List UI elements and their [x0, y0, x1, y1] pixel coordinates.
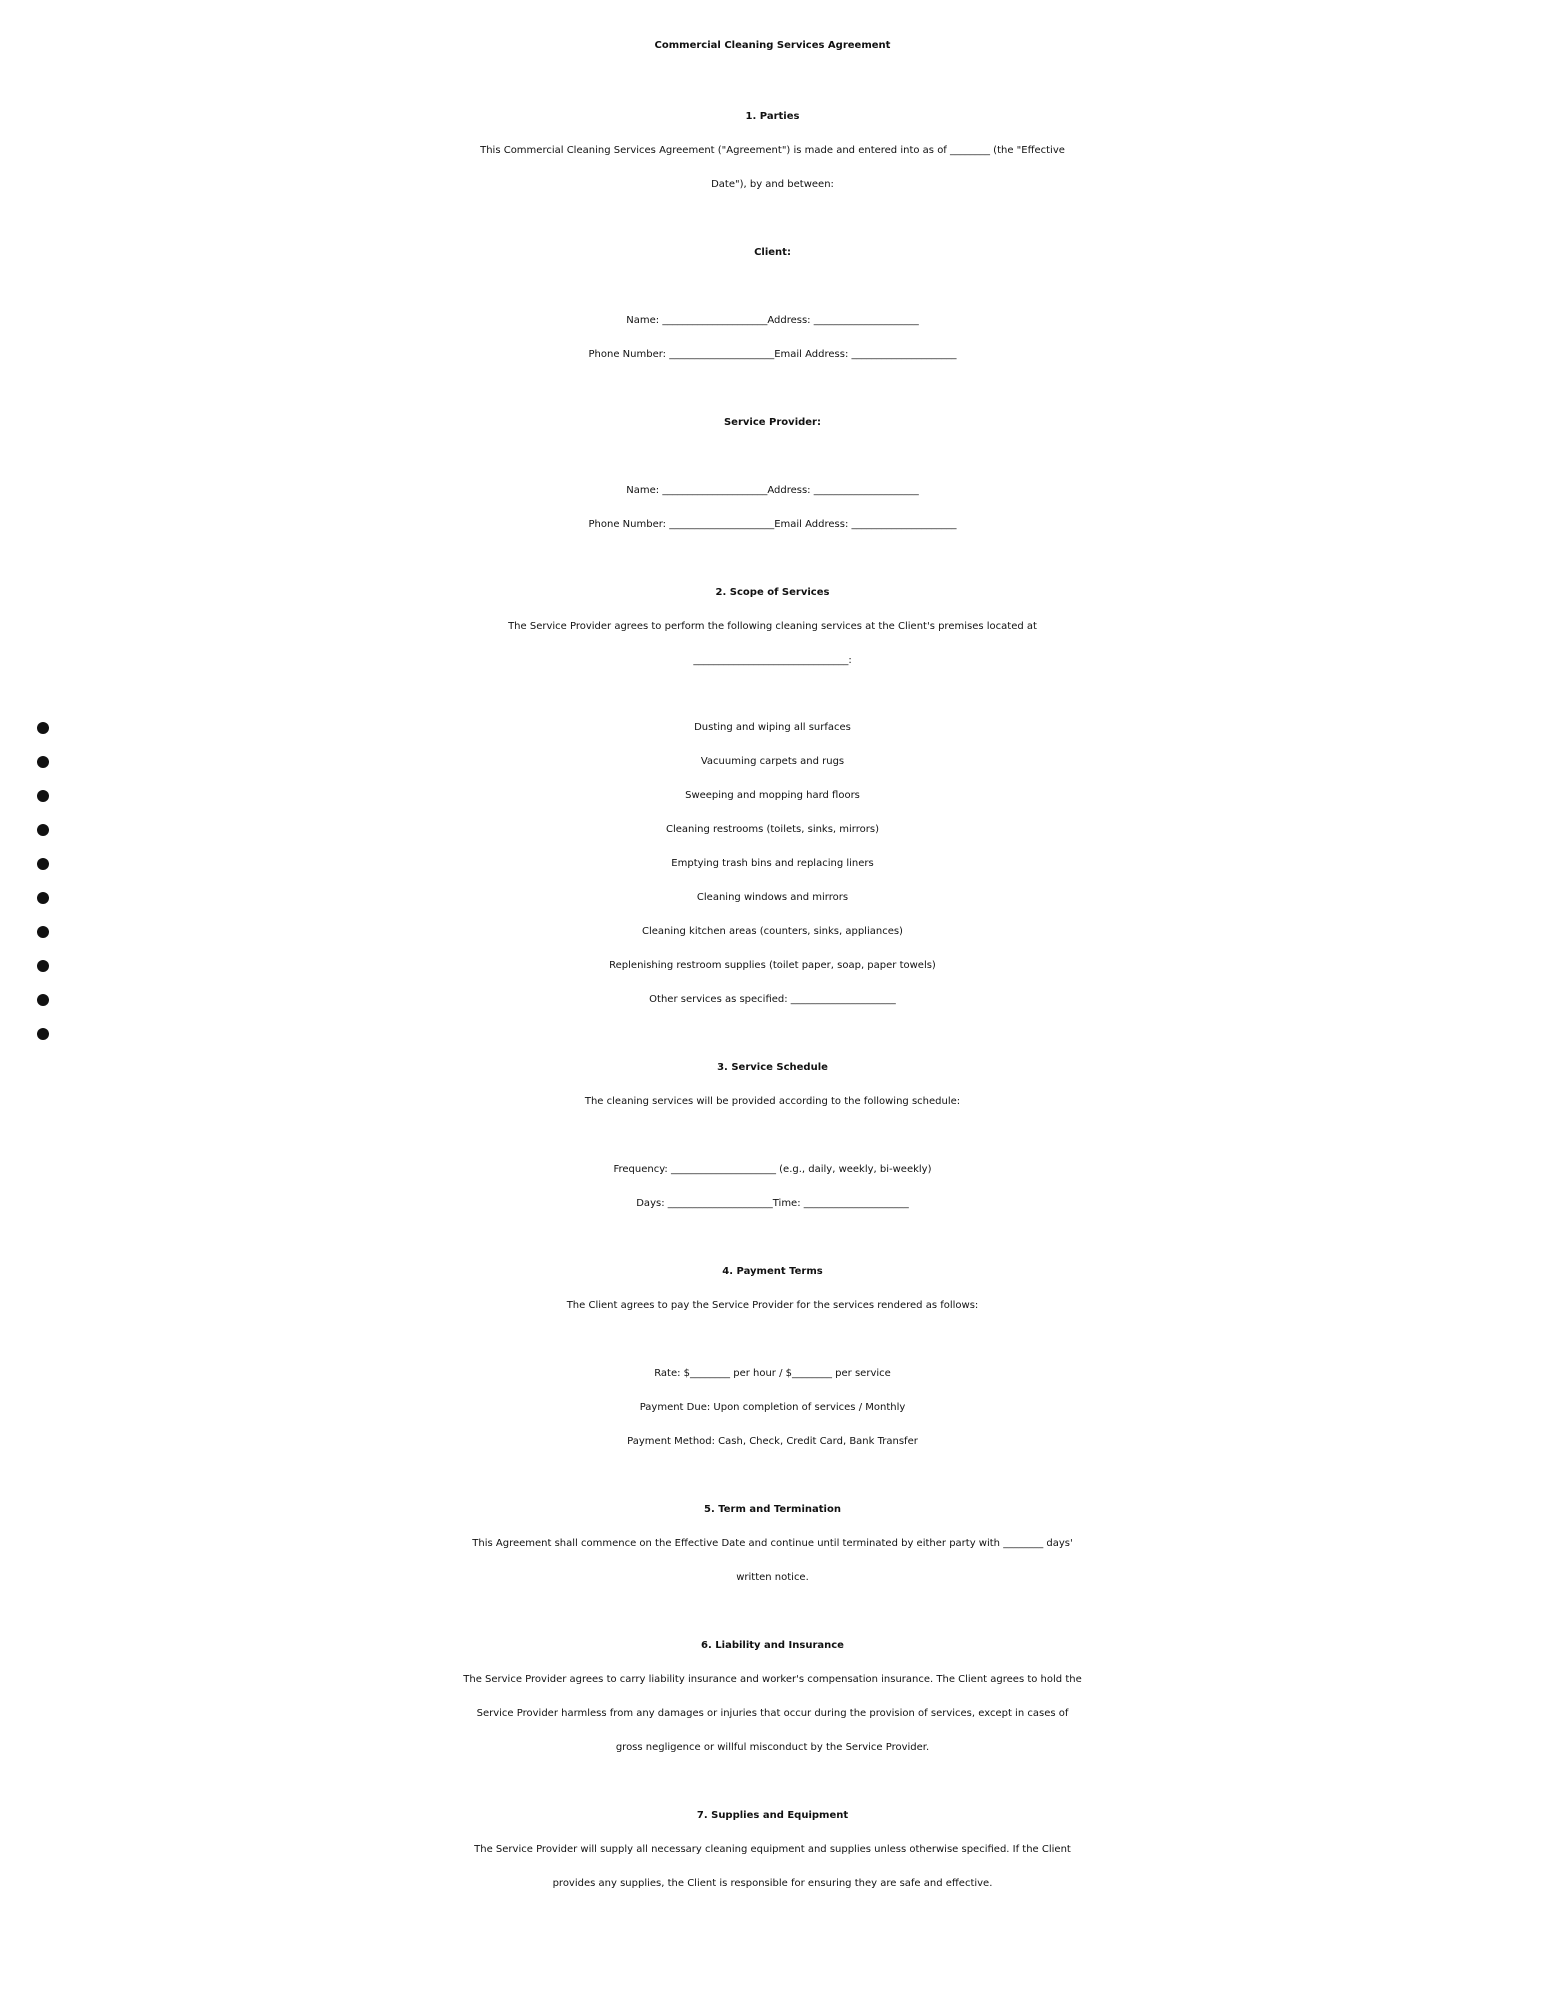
list-item: Cleaning kitchen areas (counters, sinks, appliances): [642, 926, 903, 937]
provider-name-address-row: Name: _____________________Address: _____________________: [626, 485, 919, 496]
liability-line-1: The Service Provider agrees to carry liability insurance and worker's compensation insurance. The Client agrees to hold the: [463, 1674, 1082, 1685]
list-item: Cleaning windows and mirrors: [696, 892, 849, 903]
list-item: Dusting and wiping all surfaces: [694, 722, 851, 733]
term-heading: 5. Term and Termination: [704, 1504, 841, 1515]
provider-heading: Service Provider:: [723, 417, 821, 428]
scope-heading: 2. Scope of Services: [715, 587, 830, 598]
schedule-heading: 3. Service Schedule: [717, 1062, 828, 1073]
client-name-address-row: Name: _____________________Address: _____________________: [626, 315, 919, 326]
liability-line-2: Service Provider harmless from any damages or injuries that occur during the provision of services, except in cases of: [476, 1708, 1069, 1719]
list-item: Vacuuming carpets and rugs: [700, 756, 845, 767]
list-item: Replenishing restroom supplies (toilet paper, soap, paper towels): [609, 960, 936, 971]
list-item: Cleaning restrooms (toilets, sinks, mirrors): [666, 824, 879, 835]
list-item: Other services as specified: _____________________: [649, 994, 896, 1005]
client-phone-email-row: Phone Number: _____________________Email Address: _____________________: [588, 349, 957, 360]
payment-due: Payment Due: Upon completion of services / Monthly: [639, 1402, 906, 1413]
liability-line-3: gross negligence or willful misconduct by the Service Provider.: [615, 1742, 930, 1753]
term-line-1: This Agreement shall commence on the Effective Date and continue until terminated by either party with ________ days': [472, 1538, 1073, 1549]
payment-method: Payment Method: Cash, Check, Credit Card, Bank Transfer: [627, 1436, 918, 1447]
supplies-heading: 7. Supplies and Equipment: [696, 1810, 849, 1821]
parties-intro-line-2: Date"), by and between:: [711, 179, 834, 190]
list-item: Sweeping and mopping hard floors: [685, 790, 860, 801]
payment-intro: The Client agrees to pay the Service Provider for the services rendered as follows:: [566, 1300, 979, 1311]
document-title: Commercial Cleaning Services Agreement: [654, 40, 891, 51]
schedule-frequency: Frequency: _____________________ (e.g., daily, weekly, bi-weekly): [613, 1164, 932, 1175]
provider-phone-email-row: Phone Number: _____________________Email Address: _____________________: [588, 519, 957, 530]
scope-intro-line-2: _______________________________:: [693, 655, 852, 666]
term-line-2: written notice.: [736, 1572, 809, 1583]
parties-heading: 1. Parties: [745, 111, 800, 122]
client-heading: Client:: [754, 247, 791, 258]
liability-heading: 6. Liability and Insurance: [701, 1640, 844, 1651]
supplies-line-1: The Service Provider will supply all necessary cleaning equipment and supplies unless otherwise specified. If the Client: [474, 1844, 1071, 1855]
payment-rate: Rate: $________ per hour / $________ per service: [654, 1368, 891, 1379]
schedule-intro: The cleaning services will be provided according to the following schedule:: [584, 1096, 961, 1107]
bullet-dot-empty-item: [37, 1028, 49, 1040]
payment-heading: 4. Payment Terms: [722, 1266, 823, 1277]
schedule-days-time: Days: _____________________Time: _____________________: [636, 1198, 909, 1209]
scope-intro-line-1: The Service Provider agrees to perform the following cleaning services at the Client's premises located at: [508, 621, 1037, 632]
supplies-line-2: provides any supplies, the Client is responsible for ensuring they are safe and effective.: [552, 1878, 993, 1889]
parties-intro-line-1: This Commercial Cleaning Services Agreement ("Agreement") is made and entered into as of ________ (the "Effective: [480, 145, 1065, 156]
list-item: Emptying trash bins and replacing liners: [671, 858, 874, 869]
